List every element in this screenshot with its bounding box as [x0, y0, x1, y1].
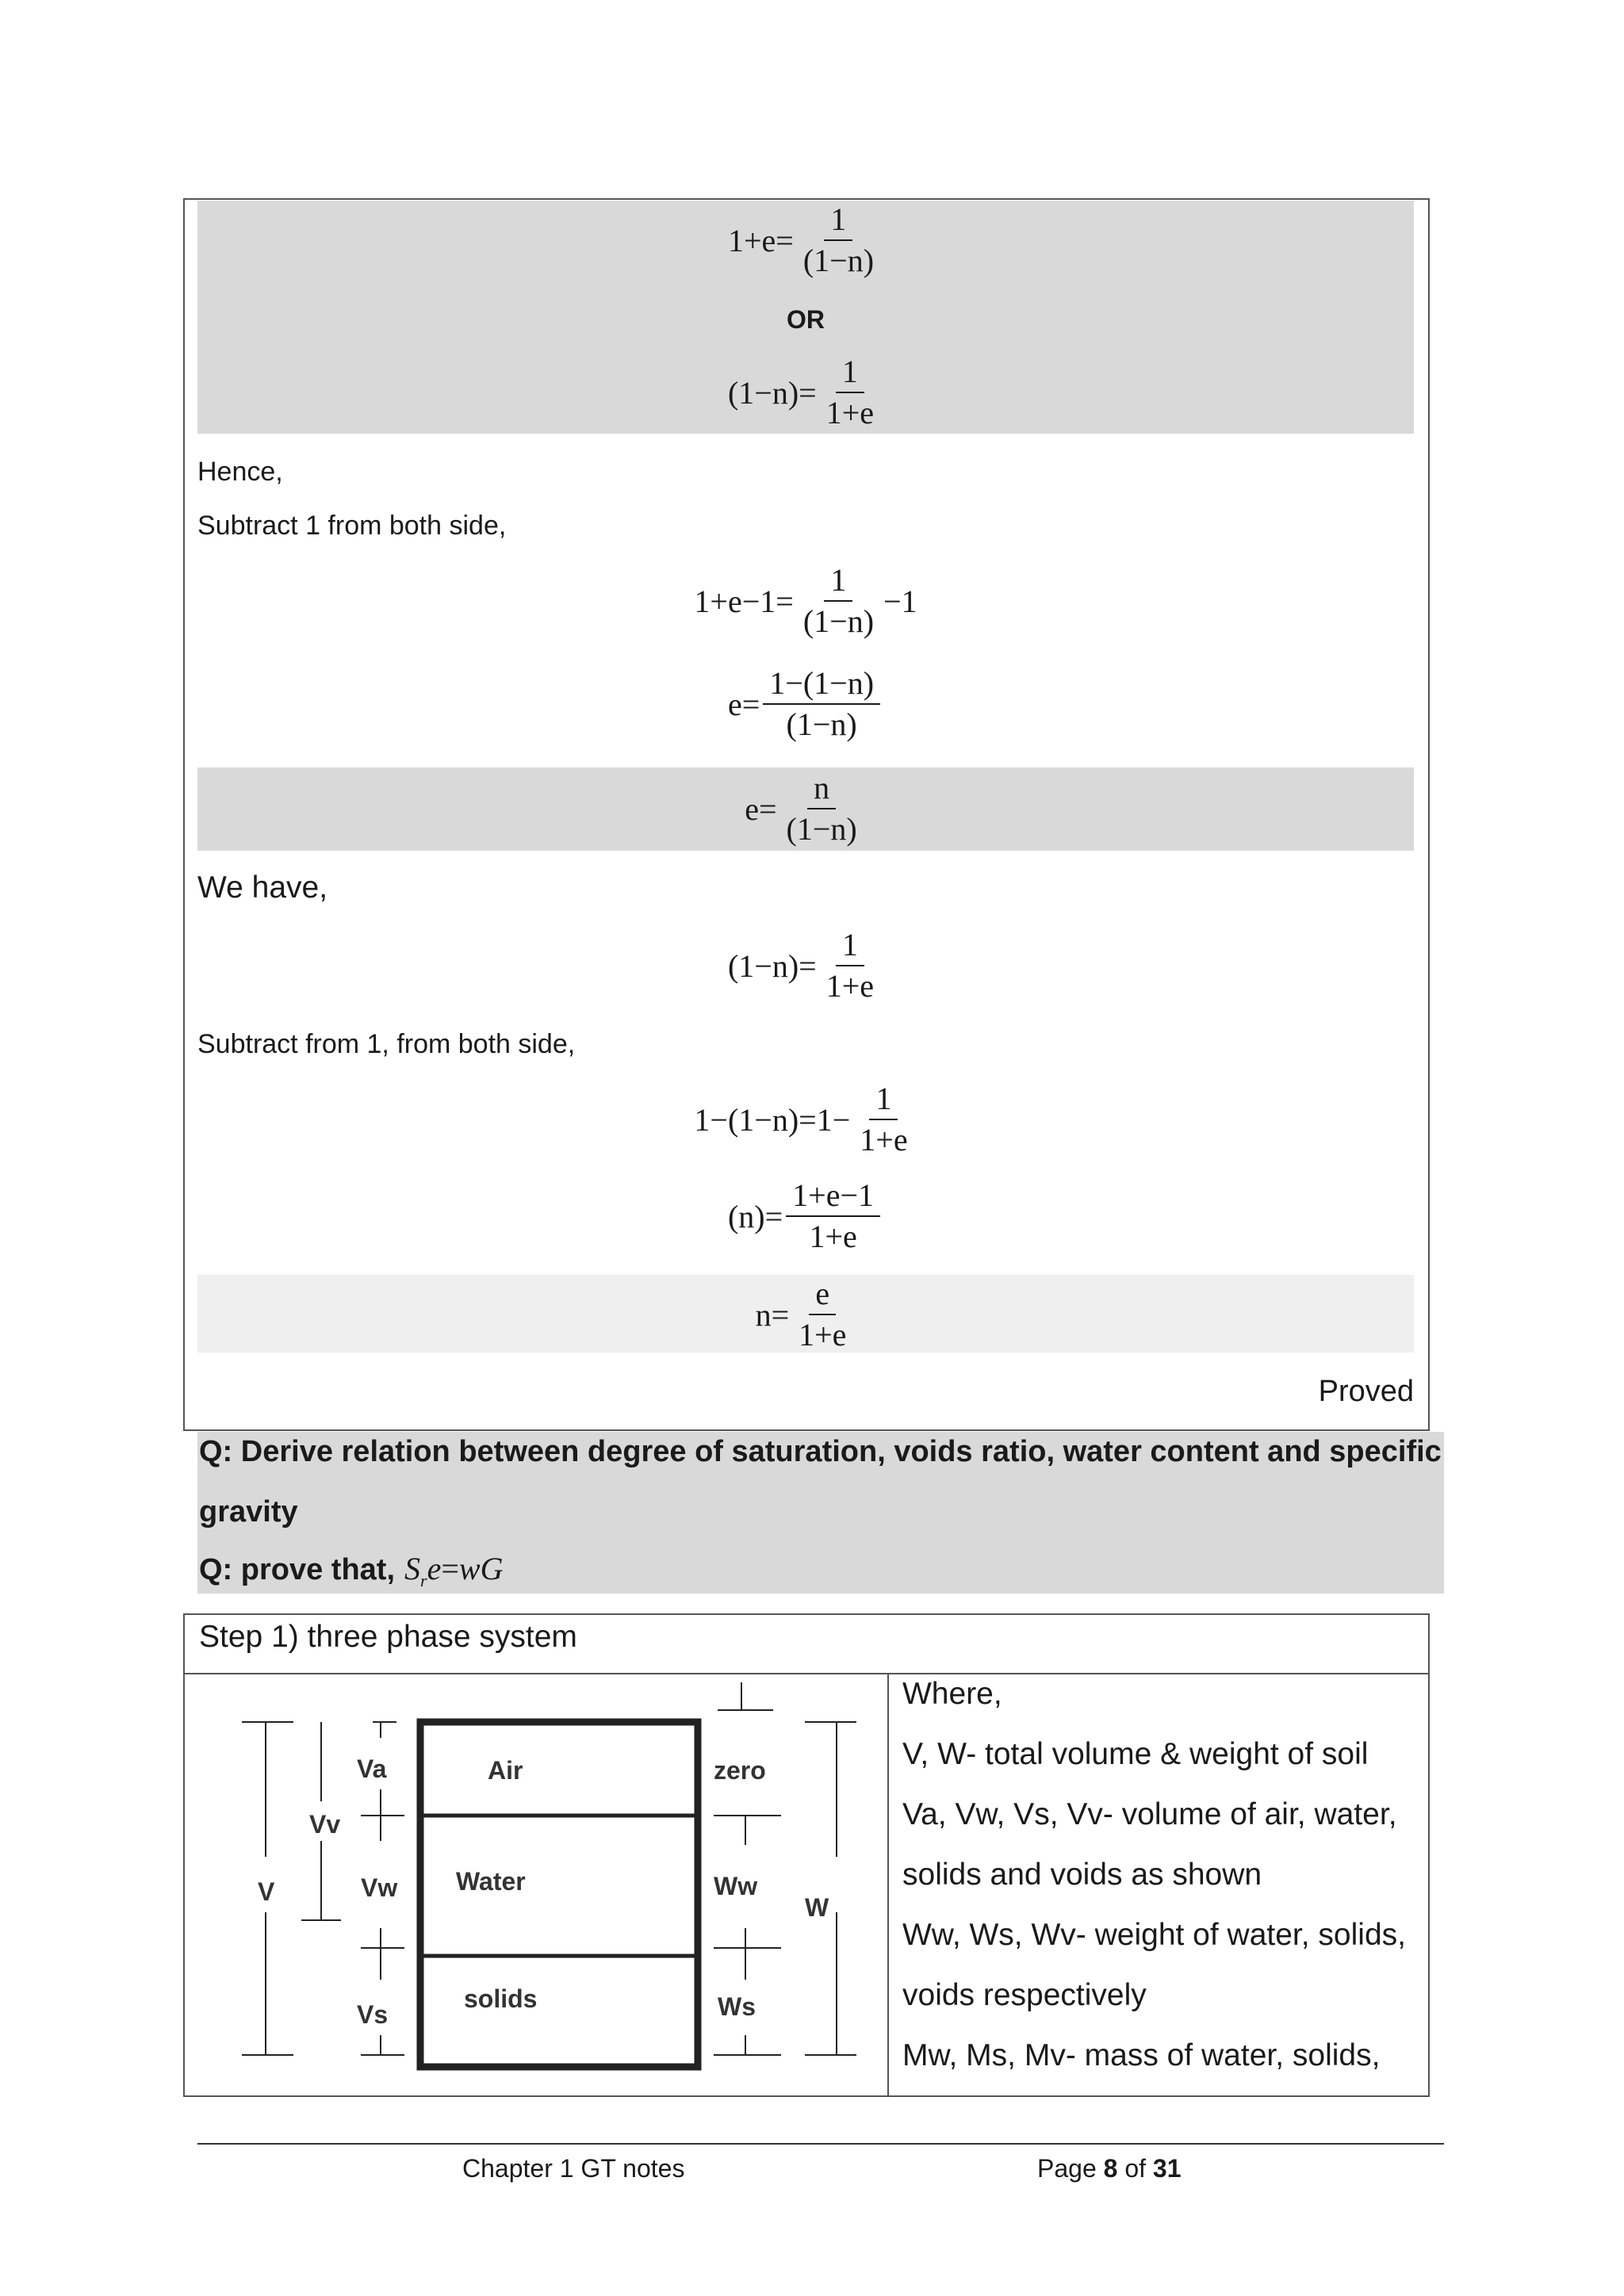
equation-7: 1−(1−n)=1− $\frac{1}{1+e}$: [694, 1081, 908, 1158]
equation-5: e= $\frac{n}{(1-n)}$: [745, 770, 857, 847]
equation-1: 1+e= $\frac{1}{(1-n)}$: [727, 201, 875, 278]
hence-text: Hence,: [197, 457, 283, 487]
label-ws: Ws: [718, 1992, 756, 2021]
equation-8: (n)= $\frac{1+e-1}{1+e}$: [197, 1180, 1414, 1253]
phase-air: Air: [488, 1756, 523, 1785]
where-line-6: voids respectively: [902, 1978, 1147, 2012]
where-line-5: Ww, Ws, Wv- weight of water, solids,: [902, 1918, 1406, 1952]
equation-2: (1−n)= $\frac{1}{1+e}$: [727, 354, 875, 430]
label-ww: Ww: [714, 1872, 758, 1900]
label-w: W: [805, 1893, 829, 1922]
table-header: Step 1) three phase system: [199, 1620, 577, 1654]
page-total: 31: [1152, 2154, 1182, 2183]
question-line-2: gravity: [199, 1495, 298, 1529]
table-divider-vertical: [887, 1673, 889, 2097]
question-line-3: Q: prove that, $S_re=wG$: [199, 1551, 504, 1590]
label-vs: Vs: [357, 2000, 389, 2029]
label-zero: zero: [714, 1756, 766, 1785]
footer-rule: [197, 2143, 1444, 2145]
label-vw: Vw: [361, 1873, 398, 1902]
label-va: Va: [357, 1755, 387, 1783]
equation-4: e= $\frac{1-(1-n)}{(1-n)}$: [197, 668, 1414, 740]
where-line-4: solids and voids as shown: [902, 1858, 1262, 1892]
where-line-3: Va, Vw, Vs, Vv- volume of air, water,: [902, 1797, 1397, 1831]
phase-water: Water: [456, 1867, 526, 1896]
label-v: V: [258, 1877, 275, 1906]
proved-text: Proved: [1318, 1375, 1414, 1408]
where-line-2: V, W- total volume & weight of soil: [902, 1737, 1369, 1771]
equation-3: 1+e−1= $\frac{1}{(1-n)}$ −1: [694, 562, 917, 639]
footer-chapter: Chapter 1 GT notes: [462, 2154, 685, 2183]
equation-9: n= $\frac{e}{1+e}$: [755, 1276, 847, 1353]
or-label: OR: [787, 304, 825, 334]
where-line-1: Where,: [902, 1677, 1002, 1711]
subtract-text-2: Subtract from 1, from both side,: [197, 1029, 576, 1059]
label-vv: Vv: [309, 1810, 341, 1839]
footer-page: Page 8 of 31: [1037, 2154, 1182, 2183]
equation-6: (1−n)= $\frac{1}{1+e}$: [727, 927, 875, 1004]
we-have-text: We have,: [197, 871, 328, 905]
question-line-1: Q: Derive relation between degree of saturation, voids ratio, water content and specific: [199, 1435, 1442, 1468]
formula: $S_re=wG$: [404, 1551, 504, 1590]
three-phase-diagram: [190, 1674, 880, 2087]
subtract-text-1: Subtract 1 from both side,: [197, 511, 507, 541]
page-number: 8: [1103, 2154, 1118, 2183]
where-line-7: Mw, Ms, Mv- mass of water, solids,: [902, 2038, 1381, 2072]
phase-solids: solids: [464, 1984, 538, 2013]
